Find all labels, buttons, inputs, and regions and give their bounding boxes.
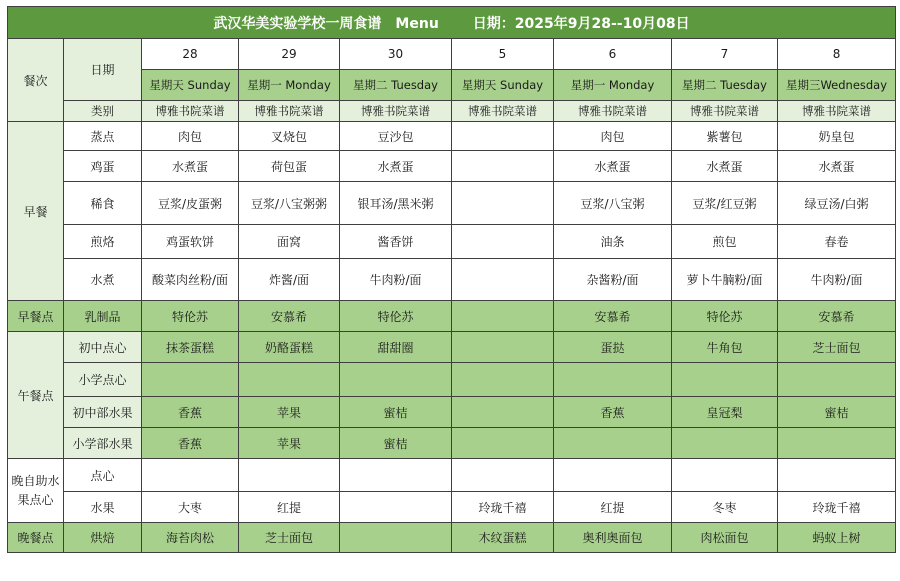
- row-label: 小学部水果: [64, 428, 142, 459]
- title-main: 武汉华美实验学校一周食谱: [213, 15, 382, 32]
- menu-cell: 蜜桔: [340, 397, 452, 428]
- menu-cell: 红提: [239, 492, 340, 523]
- row-label: 稀食: [64, 182, 142, 225]
- day-category: 博雅书院菜谱: [340, 101, 452, 122]
- menu-cell: [239, 459, 340, 492]
- row-label: 点心: [64, 459, 142, 492]
- category-header: 类别: [64, 101, 142, 122]
- menu-cell: 水煮蛋: [340, 151, 452, 182]
- menu-cell: [452, 259, 554, 301]
- row-label: 小学点心: [64, 363, 142, 397]
- day-weekday: 星期天 Sunday: [452, 70, 554, 101]
- menu-cell: 蜜桔: [340, 428, 452, 459]
- menu-cell: [554, 363, 672, 397]
- day-number: 28: [142, 39, 239, 70]
- day-weekday: 星期天 Sunday: [142, 70, 239, 101]
- row-label: 乳制品: [64, 301, 142, 332]
- day-category: 博雅书院菜谱: [554, 101, 672, 122]
- menu-cell: [340, 459, 452, 492]
- menu-cell: 豆沙包: [340, 122, 452, 151]
- menu-cell: [452, 459, 554, 492]
- day-category: 博雅书院菜谱: [142, 101, 239, 122]
- menu-cell: [672, 363, 778, 397]
- menu-cell: 特伦苏: [142, 301, 239, 332]
- menu-cell: [778, 363, 896, 397]
- row-label: 鸡蛋: [64, 151, 142, 182]
- menu-cell: [452, 428, 554, 459]
- section-breakfast-snack: 早餐点: [8, 301, 64, 332]
- menu-cell: 海苔肉松: [142, 523, 239, 553]
- menu-cell: [554, 428, 672, 459]
- menu-cell: 牛肉粉/面: [778, 259, 896, 301]
- menu-cell: [452, 151, 554, 182]
- section-breakfast: 早餐: [8, 122, 64, 301]
- day-category: 博雅书院菜谱: [778, 101, 896, 122]
- title-menu: Menu: [395, 15, 439, 32]
- menu-cell: [452, 332, 554, 363]
- day-number: 6: [554, 39, 672, 70]
- menu-cell: [672, 459, 778, 492]
- menu-cell: 奶酪蛋糕: [239, 332, 340, 363]
- day-weekday: 星期一 Monday: [239, 70, 340, 101]
- menu-cell: [452, 225, 554, 259]
- day-weekday: 星期一 Monday: [554, 70, 672, 101]
- row-label: 蒸点: [64, 122, 142, 151]
- menu-cell: 芝士面包: [239, 523, 340, 553]
- menu-cell: 牛肉粉/面: [340, 259, 452, 301]
- menu-cell: 豆浆/八宝粥粥: [239, 182, 340, 225]
- menu-sheet: [7, 6, 895, 553]
- title-date: 日期：2025年9月28--10月08日: [472, 15, 690, 32]
- menu-cell: 杂酱粉/面: [554, 259, 672, 301]
- menu-cell: 香蕉: [554, 397, 672, 428]
- menu-cell: [340, 523, 452, 553]
- meal-header: 餐次: [8, 39, 64, 122]
- section-dinner-snack: 晚餐点: [8, 523, 64, 553]
- menu-cell: [452, 363, 554, 397]
- menu-cell: 皇冠梨: [672, 397, 778, 428]
- menu-cell: 蜜桔: [778, 397, 896, 428]
- menu-cell: 苹果: [239, 397, 340, 428]
- menu-cell: 紫薯包: [672, 122, 778, 151]
- menu-cell: 肉松面包: [672, 523, 778, 553]
- menu-cell: [142, 363, 239, 397]
- menu-cell: 面窝: [239, 225, 340, 259]
- day-weekday: 星期二 Tuesday: [672, 70, 778, 101]
- menu-cell: 豆浆/八宝粥: [554, 182, 672, 225]
- menu-cell: 鸡蛋软饼: [142, 225, 239, 259]
- menu-cell: 水煮蛋: [672, 151, 778, 182]
- menu-cell: 酸菜肉丝粉/面: [142, 259, 239, 301]
- menu-cell: 豆浆/红豆粥: [672, 182, 778, 225]
- menu-cell: [778, 428, 896, 459]
- menu-cell: 煎包: [672, 225, 778, 259]
- menu-cell: 荷包蛋: [239, 151, 340, 182]
- menu-cell: 苹果: [239, 428, 340, 459]
- row-label: 煎烙: [64, 225, 142, 259]
- menu-cell: 玲珑千禧: [778, 492, 896, 523]
- menu-cell: [142, 459, 239, 492]
- menu-cell: 肉包: [142, 122, 239, 151]
- menu-cell: 香蕉: [142, 397, 239, 428]
- menu-cell: 油条: [554, 225, 672, 259]
- row-label: 烘焙: [64, 523, 142, 553]
- day-number: 29: [239, 39, 340, 70]
- weekly-menu-table: [7, 6, 896, 553]
- menu-cell: 木纹蛋糕: [452, 523, 554, 553]
- section-lunch-snack: 午餐点: [8, 332, 64, 459]
- menu-cell: [778, 459, 896, 492]
- menu-cell: 肉包: [554, 122, 672, 151]
- menu-cell: 安慕希: [239, 301, 340, 332]
- menu-cell: [239, 363, 340, 397]
- menu-cell: [452, 397, 554, 428]
- menu-cell: [452, 301, 554, 332]
- menu-cell: 大枣: [142, 492, 239, 523]
- day-weekday: 星期三Wednesday: [778, 70, 896, 101]
- day-number: 7: [672, 39, 778, 70]
- menu-cell: 特伦苏: [340, 301, 452, 332]
- menu-cell: 玲珑千禧: [452, 492, 554, 523]
- row-label: 初中部水果: [64, 397, 142, 428]
- menu-cell: 奥利奥面包: [554, 523, 672, 553]
- menu-cell: [340, 492, 452, 523]
- menu-cell: 香蕉: [142, 428, 239, 459]
- day-number: 30: [340, 39, 452, 70]
- day-number: 8: [778, 39, 896, 70]
- menu-cell: 水煮蛋: [142, 151, 239, 182]
- menu-cell: 萝卜牛腩粉/面: [672, 259, 778, 301]
- menu-cell: 冬枣: [672, 492, 778, 523]
- menu-cell: 安慕希: [554, 301, 672, 332]
- menu-cell: 特伦苏: [672, 301, 778, 332]
- row-label: 水煮: [64, 259, 142, 301]
- day-weekday: 星期二 Tuesday: [340, 70, 452, 101]
- menu-cell: 甜甜圈: [340, 332, 452, 363]
- row-label: 初中点心: [64, 332, 142, 363]
- menu-cell: 抹茶蛋糕: [142, 332, 239, 363]
- menu-title: [8, 7, 896, 39]
- menu-cell: 安慕希: [778, 301, 896, 332]
- day-number: 5: [452, 39, 554, 70]
- menu-cell: 蚂蚁上树: [778, 523, 896, 553]
- menu-cell: 水煮蛋: [554, 151, 672, 182]
- menu-cell: 芝士面包: [778, 332, 896, 363]
- menu-cell: 绿豆汤/白粥: [778, 182, 896, 225]
- menu-cell: 奶皇包: [778, 122, 896, 151]
- menu-cell: 炸酱/面: [239, 259, 340, 301]
- menu-cell: 水煮蛋: [778, 151, 896, 182]
- menu-cell: 牛角包: [672, 332, 778, 363]
- menu-cell: [452, 182, 554, 225]
- menu-cell: 春卷: [778, 225, 896, 259]
- row-label: 水果: [64, 492, 142, 523]
- menu-cell: 银耳汤/黑米粥: [340, 182, 452, 225]
- day-category: 博雅书院菜谱: [239, 101, 340, 122]
- menu-cell: 红提: [554, 492, 672, 523]
- menu-cell: [554, 459, 672, 492]
- menu-cell: [672, 428, 778, 459]
- menu-cell: 蛋挞: [554, 332, 672, 363]
- date-header: 日期: [64, 39, 142, 101]
- menu-cell: 豆浆/皮蛋粥: [142, 182, 239, 225]
- menu-cell: 酱香饼: [340, 225, 452, 259]
- menu-cell: [340, 363, 452, 397]
- section-evening: 晚自助水果点心: [8, 459, 64, 523]
- day-category: 博雅书院菜谱: [452, 101, 554, 122]
- menu-cell: [452, 122, 554, 151]
- day-category: 博雅书院菜谱: [672, 101, 778, 122]
- menu-cell: 叉烧包: [239, 122, 340, 151]
